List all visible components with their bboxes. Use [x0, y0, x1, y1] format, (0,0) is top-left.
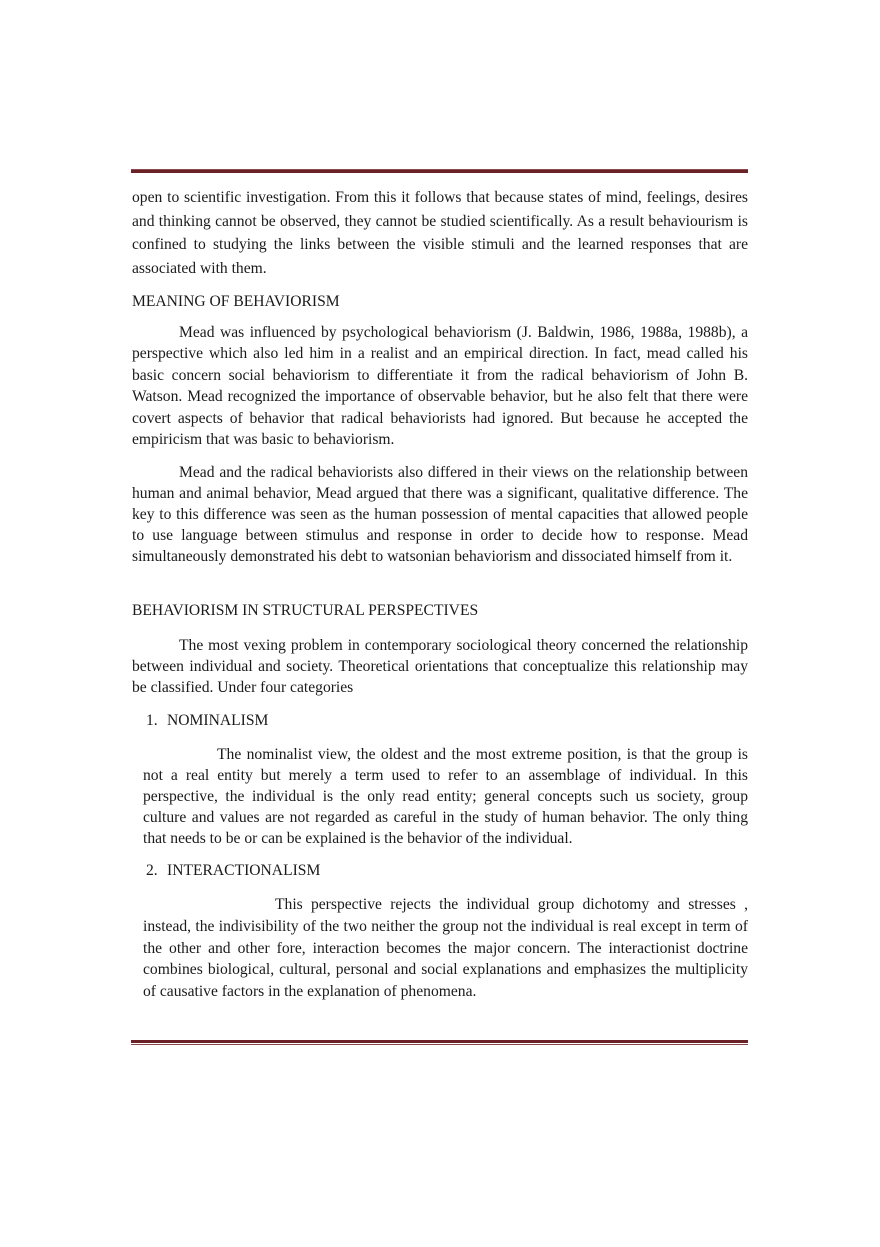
header-rule	[131, 169, 748, 173]
paragraph-3: Mead and the radical behaviorists also differed in their views on the relationship between human and animal behavior, Mead argued that there was a significant, qualitative difference. The key to this difference was seen as the human possession of mental capacities that allowed people to use language between stimulus and response in order to decide how to response. Mead simultaneously demonstrated his debt to watsonian behaviorism and dissociated himself from it.	[132, 464, 748, 565]
list-item-2-text: This perspective rejects the individual group dichotomy and stresses , instead, the indivisibility of the two neither the group not the individual is real except in term of the other and other fore, interaction becomes the major concern. The interactionist doctrine combines biological, cultural, personal and social explanations and emphasizes the multiplicity of causative factors in the explanation of phenomena.	[143, 896, 748, 1001]
list-item-1-text: The nominalist view, the oldest and the most extreme position, is that the group is not a real entity but merely a term used to refer to an assemblage of individual. In this perspective, the individual is the only read entity; general concepts such us society, group culture and values are not regarded as careful in the study of human behavior. The only thing that needs to be or can be explained is the behavior of the individual.	[143, 746, 748, 847]
footer-rule	[131, 1040, 748, 1045]
heading-structural-perspectives: BEHAVIORISM IN STRUCTURAL PERSPECTIVES	[132, 602, 479, 619]
list-item-1-title: NOMINALISM	[167, 712, 269, 729]
heading-meaning-of-behaviorism: MEANING OF BEHAVIORISM	[132, 293, 340, 310]
list-item-1-number: 1.	[146, 712, 158, 729]
paragraph-1: open to scientific investigation. From this it follows that because states of mind, feelings, desires and thinking cannot be observed, they cannot be studied scientifically. As a result behaviourism is confined to studying the links between the visible stimuli and the learned responses that are associated with them.	[132, 189, 748, 277]
paragraph-4: The most vexing problem in contemporary sociological theory concerned the relationship between individual and society. Theoretical orientations that conceptualize this relationship may be classified. Under four categories	[132, 637, 748, 696]
paragraph-2: Mead was influenced by psychological behaviorism (J. Baldwin, 1986, 1988a, 1988b), a perspective which also led him in a realist and an empirical direction. In fact, mead called his basic concern social behaviorism to differentiate it from the radical behaviorism of John B. Watson. Mead recognized the importance of observable behavior, but he also felt that there were covert aspects of behavior that radical behaviorists had ignored. But because he accepted the empiricism that was basic to behaviorism.	[132, 324, 748, 449]
list-item-2-title: INTERACTIONALISM	[167, 862, 321, 879]
list-item-2-number: 2.	[146, 862, 158, 879]
